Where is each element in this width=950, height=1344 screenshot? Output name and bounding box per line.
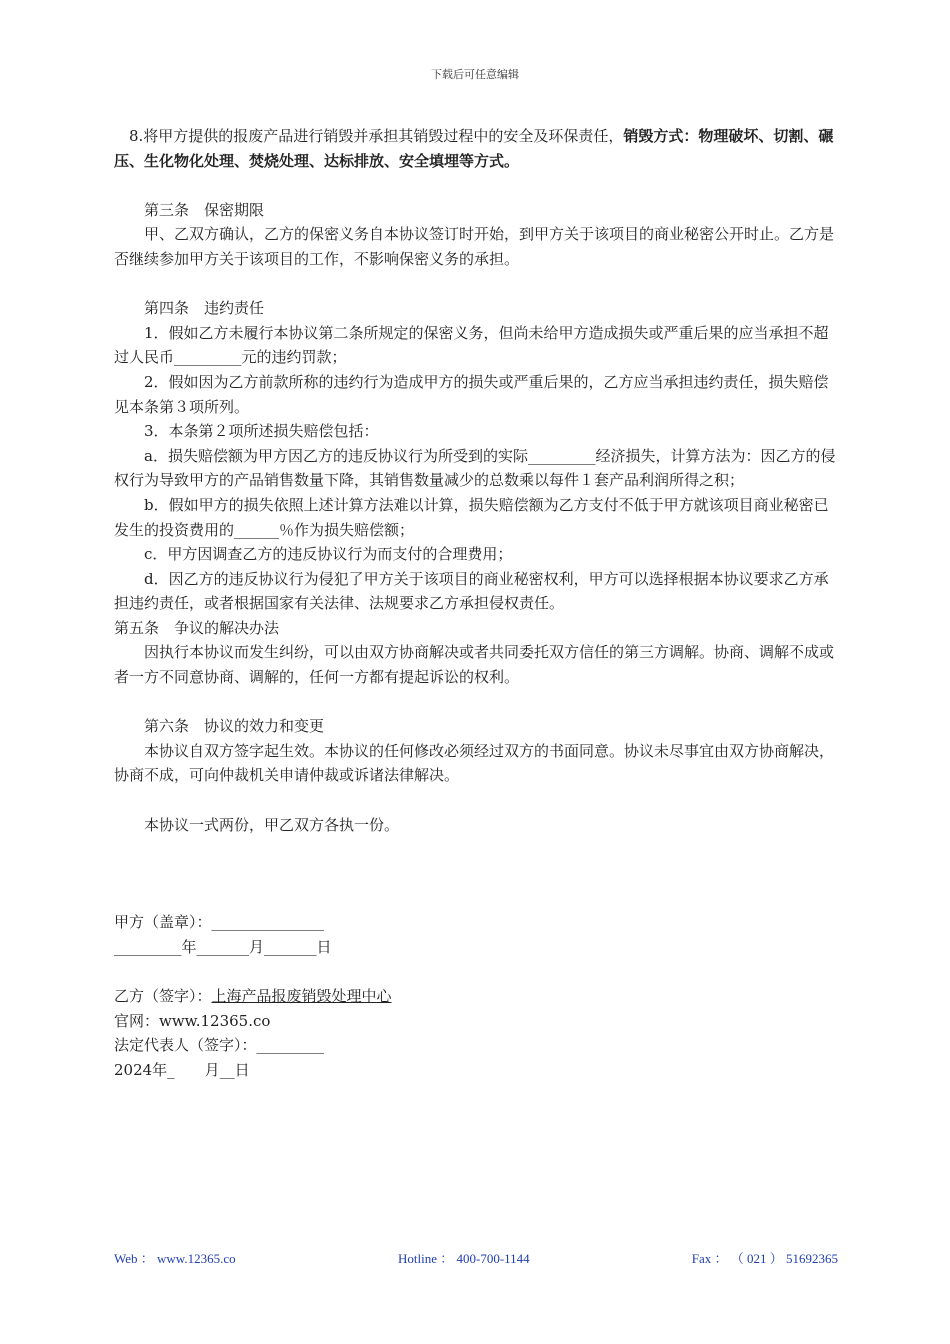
copies-note: 本协议一式两份，甲乙双方各执一份。 xyxy=(144,815,400,834)
party-b-name: 上海产品报废销毁处理中心 xyxy=(211,987,392,1005)
article-4-item-3: 3．本条第２项所述损失赔偿包括： xyxy=(144,422,379,441)
article-5-title: 第五条 争议的解决办法 xyxy=(114,618,280,637)
party-b-label: 乙方（签字）： xyxy=(114,987,212,1005)
website-line: 官网：www.12365.co xyxy=(114,1011,271,1030)
footer-hotline: Hotline ： 400-700-1144 xyxy=(398,1251,530,1266)
clause-8-text: 8.将甲方提供的报废产品进行销毁并承担其销毁过程中的安全及环保责任， xyxy=(129,127,624,145)
article-3-text: 甲、乙双方确认，乙方的保密义务自本协议签订时开始，到甲方关于该项目的商业秘密公开时止。乙方是否继续参加甲方关于该项目的工作，不影响保密义务的承担。 xyxy=(114,225,835,268)
footer-web: Web ： www.12365.co xyxy=(114,1251,236,1266)
clause-8 xyxy=(114,124,842,173)
legal-rep-signature: 法定代表人（签字）：_________ xyxy=(114,1036,325,1055)
article-4-item-3c: c．甲方因调查乙方的违反协议行为而支付的合理费用； xyxy=(144,545,513,564)
clause-8-bold: 销毁方式：物理破坏、切割、碾压、生化物化处理、焚烧处理、达标排放、安全填埋等方式。 xyxy=(114,127,834,170)
footer-fax: Fax ： （ 021 ） 51692365 xyxy=(691,1251,838,1266)
article-4-item-1: 1．假如乙方未履行本协议第二条所规定的保密义务，但尚未给甲方造成损失或严重后果的应当承担不超过人民币_________元的违约罚款； xyxy=(114,323,829,367)
article-3-title: 第三条 保密期限 xyxy=(144,200,265,219)
article-6-title: 第六条 协议的效力和变更 xyxy=(144,717,325,736)
article-4-item-3a: a．损失赔偿额为甲方因乙方的违反协议行为所受到的实际_________经济损失，计算方法为：因乙方的侵权行为导致甲方的产品销售数量下降，其销售数量减少的总数乘以每件１套产品利润所得之积； xyxy=(114,446,836,490)
article-6-text: 本协议自双方签字起生效。本协议的任何修改必须经过双方的书面同意。协议未尽事宜由双方协商解决，协商不成，可向仲裁机关申请仲裁或诉诸法律解决。 xyxy=(114,741,835,785)
article-5-text: 因执行本协议而发生纠纷，可以由双方协商解决或者共同委托双方信任的第三方调解。协商、调解不成或者一方不同意协商、调解的，任何一方都有提起诉讼的权利。 xyxy=(114,643,835,687)
party-b-signature xyxy=(114,984,842,1009)
article-4-item-3b: b．假如甲方的损失依照上述计算方法难以计算，损失赔偿额为乙方支付不低于甲方就该项目商业秘密已发生的投资费用的______％作为损失赔偿额； xyxy=(114,495,829,539)
header-note: 下载后可任意编辑 xyxy=(431,68,519,81)
party-a-seal: 甲方（盖章）：_______________ xyxy=(114,913,325,932)
party-a-date: _________年_______月_______日 xyxy=(114,937,332,956)
signature-date: 2024年_ 月__日 xyxy=(114,1060,250,1079)
article-4-item-3d: d．因乙方的违反协议行为侵犯了甲方关于该项目的商业秘密权利，甲方可以选择根据本协议要求乙方承担违约责任，或者根据国家有关法律、法规要求乙方承担侵权责任。 xyxy=(114,569,829,613)
article-4-title: 第四条 违约责任 xyxy=(144,299,265,318)
signature-block xyxy=(114,910,842,1082)
article-4-item-2: 2．假如因为乙方前款所称的违约行为造成甲方的损失或严重后果的，乙方应当承担违约责任，损失赔偿见本条第３项所列。 xyxy=(114,372,829,416)
document-body xyxy=(114,124,842,1082)
